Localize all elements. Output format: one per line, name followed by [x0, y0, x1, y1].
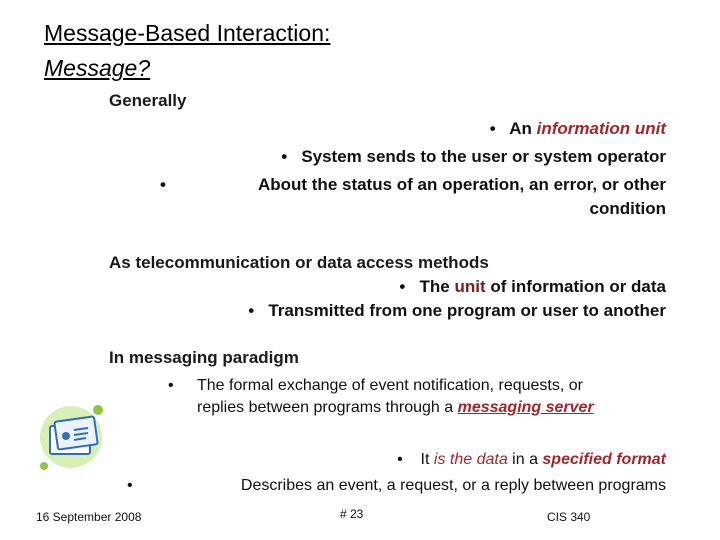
bullet-formal-line2: replies between programs through a messaging server: [197, 399, 594, 416]
emphasis-messaging-server: messaging server: [457, 399, 594, 416]
footer-page-number: # 23: [340, 507, 364, 521]
footer-date: 16 September 2008: [36, 510, 142, 524]
bullet-marker: •: [397, 451, 403, 468]
footer-course: CIS 340: [547, 510, 591, 524]
bullet-marker-status: •: [160, 175, 166, 194]
bullet-marker-describes: •: [127, 477, 133, 494]
bullet-marker: •: [489, 119, 496, 138]
slide-title: Message-Based Interaction:: [44, 20, 331, 46]
emphasis-text: unit: [454, 277, 486, 296]
bullet-formal-line1: The formal exchange of event notification, requests, or: [197, 377, 583, 394]
bullet-is-the-data: • It is the data in a specified format: [397, 451, 666, 468]
section-heading-messaging: In messaging paradigm: [109, 348, 299, 367]
bullet-marker-formal: •: [168, 377, 174, 394]
bullet-marker: •: [248, 301, 255, 320]
document-card-icon: [36, 402, 106, 472]
bullet-marker: •: [281, 147, 288, 166]
bullet-marker: •: [399, 277, 406, 296]
bullet-describes: Describes an event, a request, or a reply between programs: [240, 477, 666, 494]
bullet-transmitted: • Transmitted from one program or user to another: [248, 301, 666, 320]
slide-subtitle: Message?: [44, 55, 151, 81]
section-heading-generally: Generally: [109, 91, 187, 110]
section-heading-telecom: As telecommunication or data access methods: [109, 253, 489, 272]
bullet-status-line1: About the status of an operation, an error, or other: [257, 175, 666, 194]
emphasis-text: information unit: [536, 119, 666, 138]
bullet-unit-of-information: • The unit of information or data: [399, 277, 666, 296]
emphasis-specified-format: specified format: [542, 451, 666, 468]
bullet-status-line2: condition: [589, 199, 666, 218]
bullet-system-sends: • System sends to the user or system operator: [281, 147, 666, 166]
bullet-information-unit: • An information unit: [489, 119, 666, 138]
emphasis-is-the-data: is the data: [433, 451, 508, 468]
